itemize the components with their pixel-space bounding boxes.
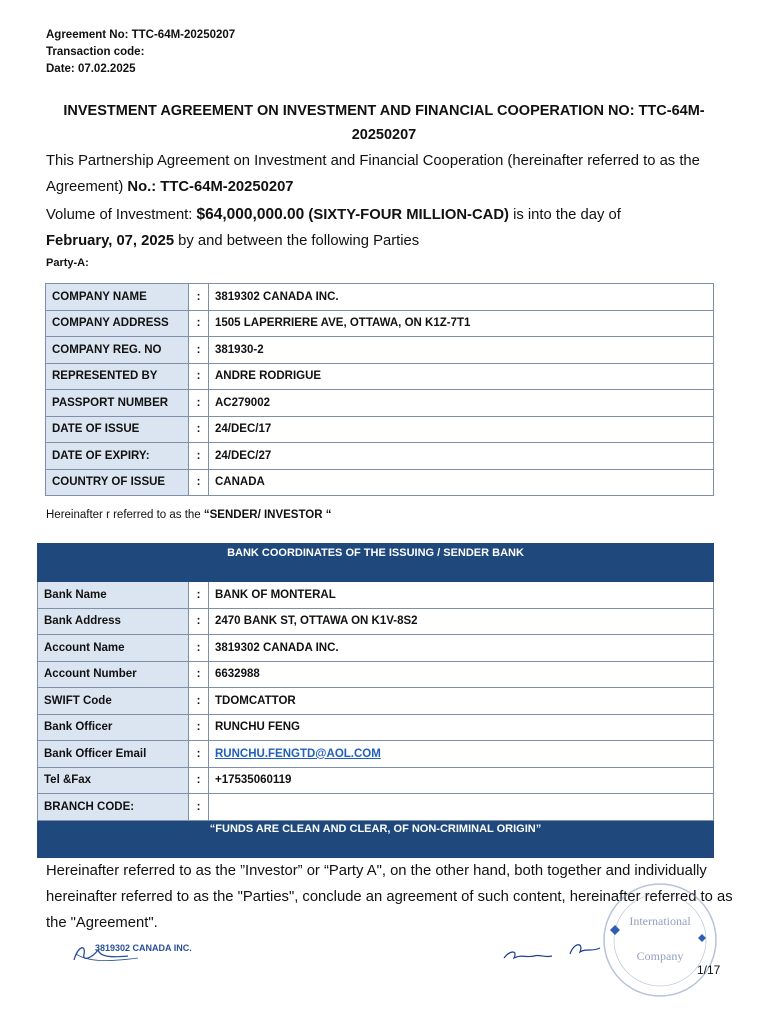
party-a-label: Party-A: [46, 257, 89, 269]
field-separator: : [189, 688, 209, 715]
party-a-field-value: CANADA [209, 469, 714, 496]
party-a-table [45, 283, 714, 496]
bank-row [38, 794, 714, 821]
field-separator: : [189, 794, 209, 821]
party-a-field-value: 381930-2 [209, 337, 714, 364]
bank-field-value [209, 741, 714, 768]
volume-paragraph [46, 202, 736, 254]
party-a-field-label: REPRESENTED BY [46, 363, 189, 390]
company-stamp [600, 880, 720, 1000]
document-header [46, 27, 235, 78]
volume-middle: is into the day of [508, 207, 621, 223]
document-date: Date: 07.02.2025 [46, 63, 136, 75]
field-separator: : [189, 469, 209, 496]
bank-field-value [209, 635, 714, 662]
agreement-number: Agreement No: TTC-64M-20250207 [46, 29, 236, 41]
investment-amount-words: (SIXTY-FOUR MILLION-CAD) [308, 207, 509, 223]
field-separator: : [189, 635, 209, 662]
bank-table-footer-row [38, 820, 714, 857]
bank-value-text: BANK OF MONTERAL [215, 588, 336, 601]
bank-value-text: 2470 BANK ST, OTTAWA ON K1V-8S2 [215, 615, 418, 628]
sender-role-note [46, 509, 331, 521]
field-separator: : [189, 582, 209, 609]
company-logo-text: 3819302 CANADA INC. [95, 943, 192, 953]
bank-value-text: RUNCHU FENG [215, 721, 300, 734]
party-a-field-label: COMPANY NAME [46, 284, 189, 311]
party-a-row [46, 310, 714, 337]
page-number: 1/17 [697, 963, 721, 977]
field-separator: : [189, 661, 209, 688]
bank-row [38, 635, 714, 662]
party-a-field-label: DATE OF ISSUE [46, 416, 189, 443]
bank-table-footer: “FUNDS ARE CLEAN AND CLEAR, OF NON-CRIMINAL ORIGIN” [38, 820, 714, 857]
volume-prefix: Volume of Investment: [46, 207, 197, 223]
document-title: INVESTMENT AGREEMENT ON INVESTMENT AND FINANCIAL COOPERATION NO: TTC-64M-20250207 [63, 103, 705, 143]
bank-field-label: Account Name [38, 635, 189, 662]
field-separator: : [189, 416, 209, 443]
bank-field-label: Bank Address [38, 608, 189, 635]
bank-table-header: BANK COORDINATES OF THE ISSUING / SENDER BANK [38, 544, 714, 582]
party-a-row [46, 337, 714, 364]
bank-row [38, 714, 714, 741]
bank-row [38, 608, 714, 635]
field-separator: : [189, 608, 209, 635]
sender-role: “SENDER/ INVESTOR “ [203, 509, 332, 521]
party-a-field-label: COUNTRY OF ISSUE [46, 469, 189, 496]
bank-row [38, 741, 714, 768]
bank-officer-email-link[interactable]: RUNCHU.FENGTD@AOL.COM [215, 747, 381, 760]
party-a-field-label: COMPANY ADDRESS [46, 310, 189, 337]
bank-field-label: Account Number [38, 661, 189, 688]
bank-field-value [209, 794, 714, 821]
intro-agreement-number: No.: TTC-64M-20250207 [127, 179, 294, 195]
intro-paragraph [46, 148, 736, 200]
field-separator: : [189, 714, 209, 741]
party-a-field-label: PASSPORT NUMBER [46, 390, 189, 417]
bank-field-value [209, 582, 714, 609]
transaction-code: Transaction code: [46, 46, 145, 58]
bank-field-label: BRANCH CODE: [38, 794, 189, 821]
bank-field-label: Bank Name [38, 582, 189, 609]
field-separator: : [189, 337, 209, 364]
field-separator: : [189, 767, 209, 794]
investment-amount: $64,000,000.00 [196, 206, 305, 223]
party-a-field-label: DATE OF EXPIRY: [46, 443, 189, 470]
agreement-date: February, 07, 2025 [46, 233, 175, 249]
stamp-text-top: International [629, 914, 691, 928]
field-separator: : [189, 443, 209, 470]
party-a-field-value: 24/DEC/17 [209, 416, 714, 443]
party-a-row [46, 469, 714, 496]
bank-field-value [209, 688, 714, 715]
field-separator: : [189, 310, 209, 337]
bank-field-value [209, 608, 714, 635]
intro-text: This Partnership Agreement on Investment and Financial Cooperation (hereinafter referred to as the Agreement) [46, 153, 700, 195]
party-a-field-value: AC279002 [209, 390, 714, 417]
party-a-row [46, 363, 714, 390]
stamp-text-bottom: Company [636, 949, 684, 963]
field-separator: : [189, 284, 209, 311]
bank-value-text: 6632988 [215, 668, 260, 681]
bank-row [38, 767, 714, 794]
bank-value-text: +17535060119 [215, 774, 292, 787]
party-a-field-label: COMPANY REG. NO [46, 337, 189, 364]
bank-field-value [209, 767, 714, 794]
bank-coordinates-table [37, 543, 714, 858]
bank-field-label: Bank Officer Email [38, 741, 189, 768]
sender-role-text: Hereinafter r referred to as the [46, 509, 204, 521]
field-separator: : [189, 741, 209, 768]
bank-field-label: Tel &Fax [38, 767, 189, 794]
bank-field-value [209, 661, 714, 688]
closing-paragraph: Hereinafter referred to as the ”Investor” or “Party A", on the other hand, both together and individually hereinafter referred to as the "Parties", conclude an agreement of such content, hereinafter referred to as the "Agreement". [46, 863, 733, 931]
party-a-row [46, 284, 714, 311]
bank-value-text: TDOMCATTOR [215, 694, 296, 707]
field-separator: : [189, 390, 209, 417]
party-a-field-value: ANDRE RODRIGUE [209, 363, 714, 390]
company-logo [68, 940, 198, 966]
party-a-row [46, 443, 714, 470]
bank-field-value [209, 714, 714, 741]
volume-suffix: by and between the following Parties [174, 233, 420, 249]
party-a-row [46, 416, 714, 443]
bank-value-text: 3819302 CANADA INC. [215, 641, 339, 654]
party-a-row [46, 390, 714, 417]
bank-row [38, 688, 714, 715]
party-a-field-value: 3819302 CANADA INC. [209, 284, 714, 311]
bank-row [38, 582, 714, 609]
bank-row [38, 661, 714, 688]
field-separator: : [189, 363, 209, 390]
party-a-field-value: 24/DEC/27 [209, 443, 714, 470]
bank-field-label: Bank Officer [38, 714, 189, 741]
bank-field-label: SWIFT Code [38, 688, 189, 715]
party-a-field-value: 1505 LAPERRIERE AVE, OTTAWA, ON K1Z-7T1 [209, 310, 714, 337]
